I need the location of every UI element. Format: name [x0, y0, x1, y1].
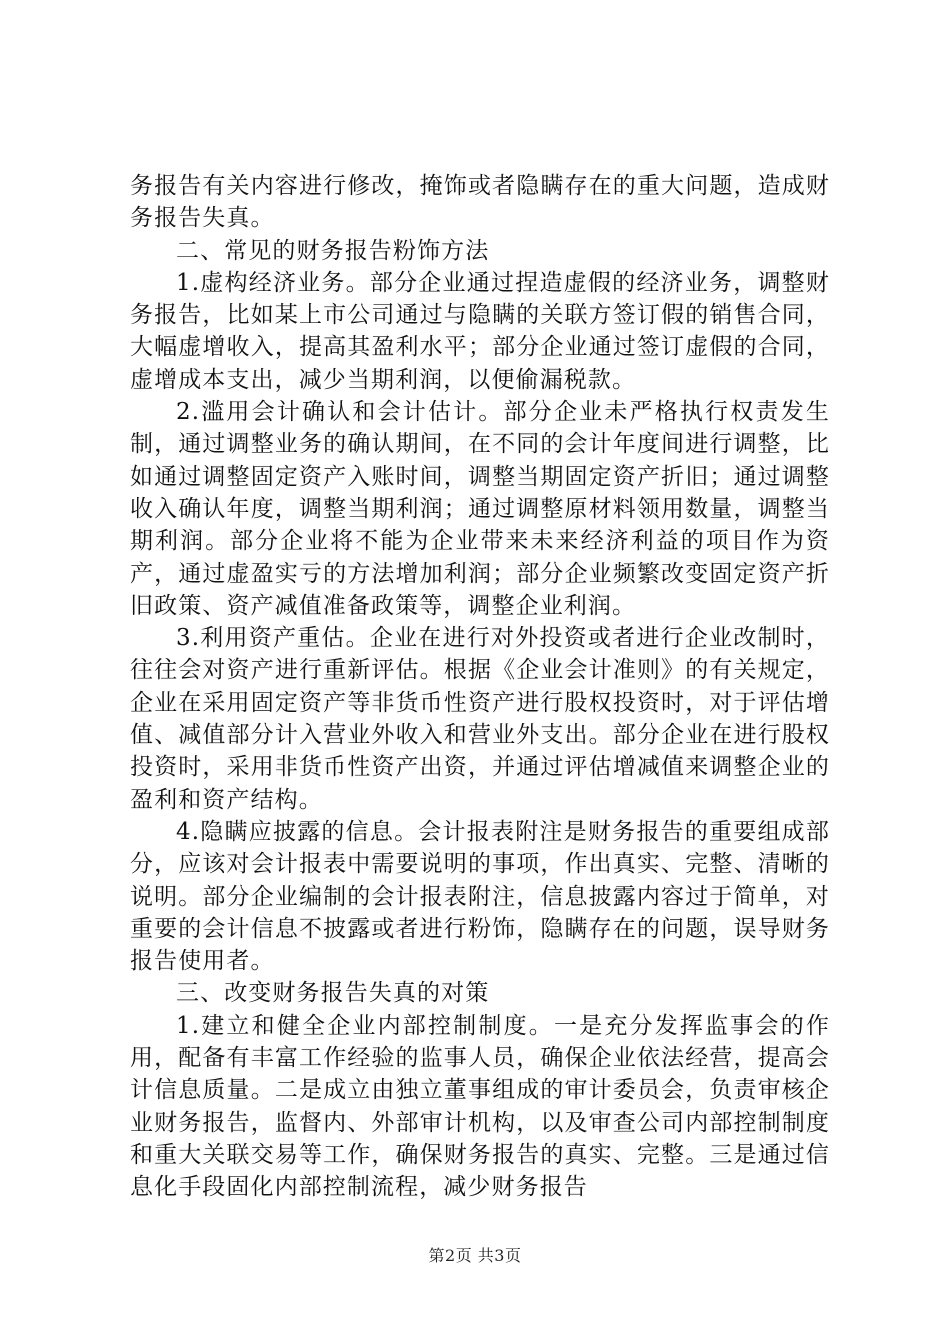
paragraph-continuation: 务报告有关内容进行修改，掩饰或者隐瞒存在的重大问题，造成财务报告失真。: [130, 173, 830, 232]
paragraph-asset-revaluation: 3.利用资产重估。企业在进行对外投资或者进行企业改制时，往往会对资产进行重新评估。根据《企业会计准则》的有关规定，企业在采用固定资产等非货币性资产进行股权投资时，对于评估增值、减值部分计入营业外收入和营业外支出。部分企业在进行股权投资时，采用非货币性资产出资，并通过评估增减值来调整企业的盈利和资产结构。: [130, 625, 830, 813]
paragraph-internal-control: 1.建立和健全企业内部控制制度。一是充分发挥监事会的作用，配备有丰富工作经验的监事人员，确保企业依法经营，提高会计信息质量。二是成立由独立董事组成的审计委员会，负责审核企业财务报告，监督内、外部审计机构，以及审查公司内部控制制度和重大关联交易等工作，确保财务报告的真实、完整。三是通过信息化手段固化内部控制流程，减少财务报告: [130, 1012, 830, 1201]
paragraph-concealed-disclosure: 4.隐瞒应披露的信息。会计报表附注是财务报告的重要组成部分，应该对会计报表中需要说明的事项，作出真实、完整、清晰的说明。部分企业编制的会计报表附注，信息披露内容过于简单，对重要的会计信息不披露或者进行粉饰，隐瞒存在的问题，误导财务报告使用者。: [130, 818, 830, 975]
document-body: [130, 170, 830, 1204]
section-heading-3: 三、改变财务报告失真的对策: [176, 980, 490, 1007]
paragraph-fabricated-business: 1.虚构经济业务。部分企业通过捏造虚假的经济业务，调整财务报告，比如某上市公司通过与隐瞒的关联方签订假的销售合同，大幅虚增收入，提高其盈利水平；部分企业通过签订虚假的合同，虚增成本支出，减少当期利润，以便偷漏税款。: [130, 269, 830, 393]
paragraph-accounting-estimates: 2.滥用会计确认和会计估计。部分企业未严格执行权责发生制，通过调整业务的确认期间，在不同的会计年度间进行调整，比如通过调整固定资产入账时间，调整当期固定资产折旧；通过调整收入确认年度，调整当期利润；通过调整原材料领用数量，调整当期利润。部分企业将不能为企业带来未来经济利益的项目作为资产，通过虚盈实亏的方法增加利润；部分企业频繁改变固定资产折旧政策、资产减值准备政策等，调整企业利润。: [130, 399, 830, 619]
section-heading-2: 二、常见的财务报告粉饰方法: [176, 237, 490, 264]
page-footer: 第2页 共3页: [428, 1246, 522, 1265]
